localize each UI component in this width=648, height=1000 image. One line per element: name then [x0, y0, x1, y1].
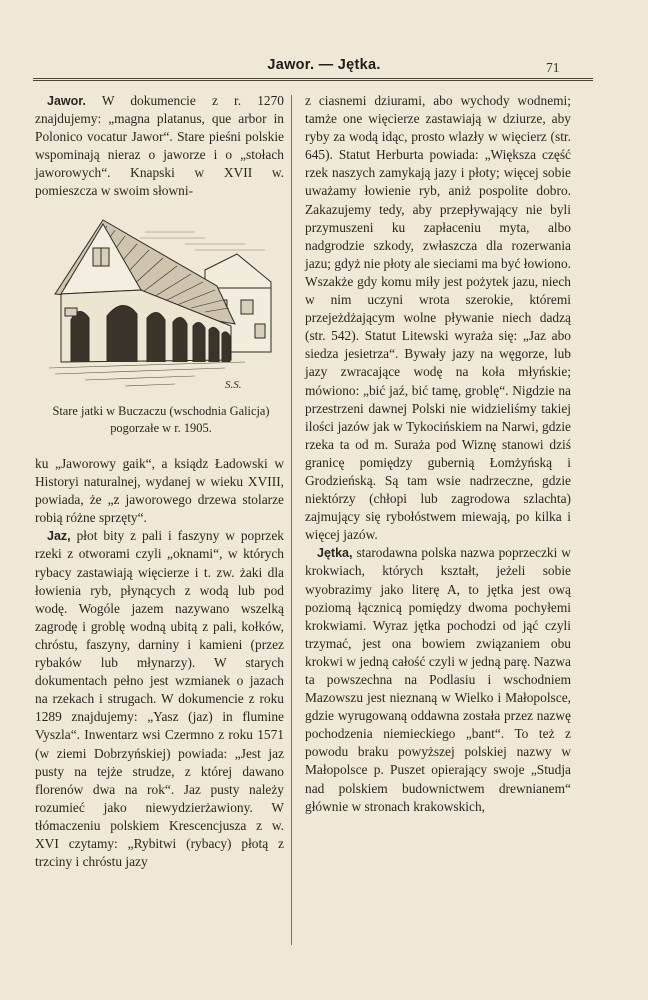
entry-term-jetka: Jętka,	[317, 546, 353, 561]
left-column-bottom	[35, 455, 284, 871]
entry-jaz	[35, 527, 284, 871]
entry-text-jawor: W dokumencie z r. 1270 znajdujemy: „magna platanus, que arbor in Polonico vocatur Jawor“. Stare pieśni polskie wspominają nieraz o jaworze i o „stołach jaworowych“. Knapski w XVII w. pomieszcza w swoim słowni-	[35, 93, 285, 199]
entry-text-jaz: płot bity z pali i faszyny w poprzek rzeki z otworami czyli „oknami“, w których rybacy zastawiają więcierze i t. zw. żaki dla łowienia ryb, płynących z wodą lub pod wodę. Wogóle jazem nazywano wszelką zagrodę i groblę wodną ubitą z pali, kołków, chróstu, faszyny, darniny i kamieni (przez rybaków lub młynarzy). W starych dokumentach pełno jest wzmianek o jazach na rzekach i strugach. W dokumencie z roku 1289 znajdujemy: „Yasz (jaz) in flumine Vyszla“. Inwentarz wsi Czermno z roku 1571 (w ziemi Dobrzyńskiej) powiada: „Jest jaz pusty na tejże strudze, z której dawano florenów dwa na rok“. Jaz pusty należy rozumieć jako niewydzierżawiony. W tłómaczeniu polskiem Krescencjusza z w. XVI czytamy: „Rybitwi (rybacy) płotą z trzciny i chróstu jazy	[35, 528, 284, 870]
figure-caption: Stare jatki w Buczaczu (wschodnia Galicja) pogorzałe w r. 1905.	[52, 404, 270, 435]
entry-term-jawor: Jawor.	[47, 94, 86, 108]
left-column-top	[35, 92, 284, 201]
column-divider	[291, 95, 292, 945]
entry-jawor-continued: ku „Jaworowy gaik“, a ksiądz Ładowski w Historyi naturalnej, wydanej w wieku XVIII, powiada, że „z jaworowego drzewa stolarze robią różne sprzęty“.	[35, 456, 284, 526]
running-header-title: Jawor. — Jętka.	[267, 57, 381, 73]
page-number: 71	[546, 60, 560, 75]
header-rule	[33, 78, 593, 81]
right-column	[305, 92, 571, 816]
entry-term-jaz: Jaz,	[47, 529, 71, 544]
entry-jaz-continued: z ciasnemi dziurami, abo wychody wodnemi; tamże one więcierze zastawiają w dziurze, aby ryby za wodą idąc, prosto wlazły w więcierz (str. 645). Statut Herburta powiada: „Większa część rzek naszych zamykają jazy i płoty; więcej sobie uważamy łowienie ryb, aniż pospolite dobro. Zakazujemy tedy, aby przepływający nie byli przymuszeni ku zapłaceniu myta, albo nadgrodzie szkody, zwłaszcza dla rozerwania jazu; gdyż nie płoty ale sieciami ma być łowiono. Wszakże gdy komu miły jest pożytek jazu, niech w nim uczyni wrota szerokie, któremi przejeżdżającym wolne pływanie niech dadzą (str. 542). Statut Litewski wyraża się: „Jaz abo siedza jesietrza“. Bywały jazy na węgorze, lub jazy zwracające wodę na koła młyńskie; mówiono: „bić jaź, bić tamę, groblę“. Nigdzie na przestrzeni dawnej Polski nie widzieliśmy takiej ilości jazów jak w Tykocińskiem na Narwi, gdzie rzeka ta od m. Suraża pod Wiznę stanowi dziś granicę pomiędzy gubernią Łomżyńską i Grodzieńską. Są tam wsie nadrzeczne, gdzie niektórzy (chłopi lub zagrodowa szlachta) zajmujący się rybołóstwem miewają, po kilka i więcej jazów.	[305, 93, 571, 543]
entry-jetka	[305, 544, 571, 815]
entry-text-jetka: starodawna polska nazwa poprzeczki w krokwiach, których kształt, jeżeli sobie wyobrazimy jako literę A, to jętka jest ową poziomą łącznicą pomiędzy dwoma pochyłemi krokwiami. Wyraz jętka pochodzi od jąć czyli trzymać, jest ona bowiem związaniem obu krokwi w jedną całość czyli w jedną parę. Nazwa ta powszechna na Podlasiu i wschodniem Mazowszu jest nieznaną w Wielko i Małopolsce, gdzie wyrugowaną oddawna została przez nazwę pochodzenia niemieckiego „bant“. To też z powodu braku powyższej polskiej nazwy w Małopolsce p. Puszet opierający swoje „Studja nad polskiem budownictwem drewnianem“ głównie w stronach krakowskich,	[305, 545, 571, 814]
entry-jawor	[35, 92, 284, 201]
illustrator-signature: S.S.	[225, 379, 242, 391]
illustration-buczacz-stalls	[45, 212, 277, 394]
